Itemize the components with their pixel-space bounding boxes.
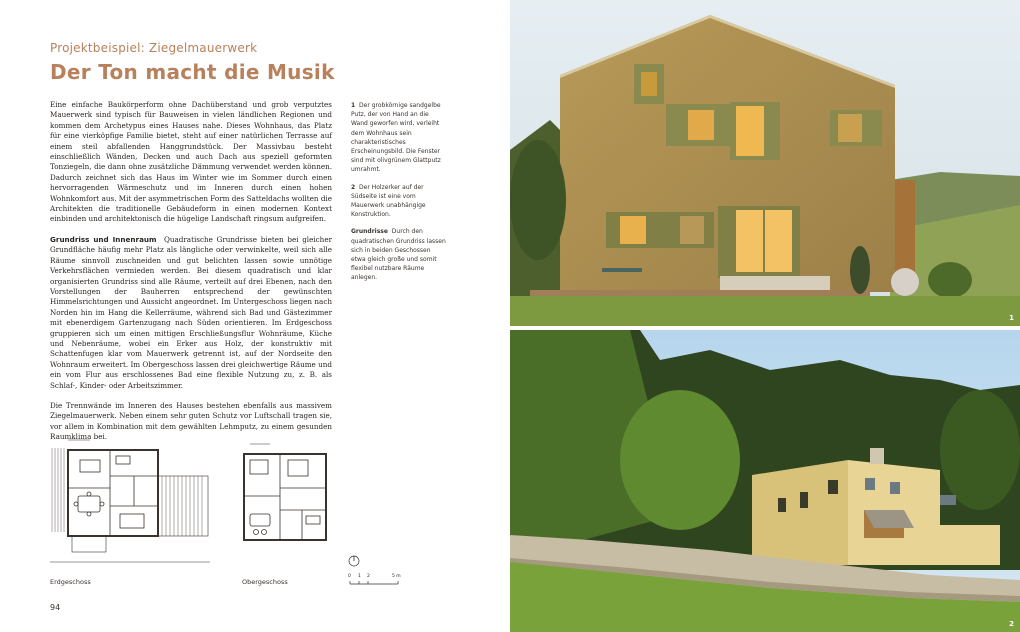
page-number: 94 [50, 603, 61, 612]
page-title: Der Ton macht die Musik [50, 60, 335, 84]
paragraph-2 [50, 235, 332, 391]
scale-label-1: 1 [358, 574, 361, 579]
caption-3 [351, 227, 447, 282]
captions [351, 101, 447, 291]
paragraph-2-lead: Grundriss und Innenraum [50, 234, 157, 244]
upper-floor-plan-drawing [240, 440, 330, 546]
caption-2-text: Der Holzerker auf der Südseite ist eine vom Mauerwerk unabhängige Konstruktion. [351, 183, 426, 219]
paragraph-3: Die Trennwände im Inneren des Hauses bestehen ebenfalls aus massivem Ziegelmauerwerk. Neben einem sehr guten Schutz vor Luftschall tragen sie, vor allem in Kombination mit dem gewählten Lehmputz, zu einem gesunden Raumklima bei. [50, 400, 332, 442]
scale-label-5: 5 m [392, 574, 401, 579]
caption-3-lead: Grundrisse [351, 228, 388, 236]
north-arrow-icon [348, 555, 360, 567]
caption-1 [351, 101, 447, 175]
upper-floor-label: Obergeschoss [242, 578, 288, 586]
ground-floor-label: Erdgeschoss [50, 578, 91, 586]
scale-bar [348, 574, 404, 586]
photo-1-number: 1 [1009, 314, 1014, 322]
photo-house-hillside [510, 330, 1020, 632]
caption-1-text: Der grobkörnige sandgelbe Putz, der von Hand an die Wand geworfen wird, verleiht dem Wohnhaus sein charakteristisches Erscheinungsbild. Die Fenster sind mit olivgrünem Glattputz umrahmt. [351, 102, 441, 174]
right-page [510, 0, 1020, 632]
paragraph-2-text: Quadratische Grundrisse bieten bei gleicher Grundfläche häufig mehr Platz als längliche oder verwinkelte, weil sich alle Räume sinnvoll zuschneiden und gut belichten lassen sowie unnötige Verkehrsflächen vermieden werden. Bei diesem quadratisch und klar organisierten Grundriss sind alle Räume, verteilt auf drei Ebenen, nach den Vorstellungen der Bauherren entsprechend der gewünschten Himmelsrichtungen und Aussicht angeordnet. Im Untergeschoss liegen nach Norden hin im Hang die Kellerräume, während sich Bad und Gästezimmer mit ebenerdigem Gartenzugang nach Süden orientieren. Im Erdgeschoss gruppieren sich um einen mittigen Erschließungsflur Wohnräume, Küche und Nebenräume, wobei ein Erker aus Holz, der konstruktiv mit Schattenfugen klar vom Mauerwerk getrennt ist, auf der Nordseite den Wohnraum erweitert. Im Obergeschoss lassen drei gleichwertige Räume und ein vom Flur aus erschlossenes Bad eine flexible Nutzung zu, z. B. als Schlaf-, Kinder- oder Arbeitszimmer. [50, 234, 333, 390]
caption-3-text: Durch den quadratischen Grundriss lassen sich in beiden Geschossen etwa gleich große und somit flexibel nutzbare Räume anlegen. [351, 228, 446, 282]
ground-floor-plan [50, 436, 215, 566]
upper-floor-plan [240, 440, 330, 546]
body-text [50, 100, 332, 453]
caption-2 [351, 183, 447, 220]
ground-floor-plan-drawing [50, 436, 215, 566]
paragraph-1: Eine einfache Baukörperform ohne Dachüberstand und grob verputztes Mauerwerk sind typisch für Bauweisen in vielen ländlichen Regionen und kommen dem Archetypus eines Hauses nahe. Dieses Wohnhaus, das Platz für eine vierköpfige Familie bietet, steht auf einer natürlichen Terrasse auf einem steil abfallenden Hanggrundstück. Der Massivbau besteht einschließlich Wänden, Decken und auch Dach aus speziell geformten Tonziegeln, die dann ohne zusätzliche Dämmung verwendet werden können. Dadurch zeichnet sich das Haus im Winter wie im Sommer durch einen hervorragenden Wärmeschutz und im Inneren durch einen hohen Wohnkomfort aus. Mit der asymmetrischen Form des Satteldachs wollten die Architekten die traditionelle Gebäudeform in einen modernen Kontext einbinden und architektonisch die hügelige Landschaft ringsum aufgreifen. [50, 100, 332, 224]
photo-house-front [510, 0, 1020, 326]
scale-label-2: 2 [367, 574, 370, 579]
scale-label-0: 0 [348, 574, 351, 579]
kicker: Projektbeispiel: Ziegelmauerwerk [50, 41, 258, 55]
caption-2-number: 2 [351, 183, 356, 191]
caption-1-number: 1 [351, 102, 356, 109]
photo-2-number: 2 [1009, 620, 1014, 628]
